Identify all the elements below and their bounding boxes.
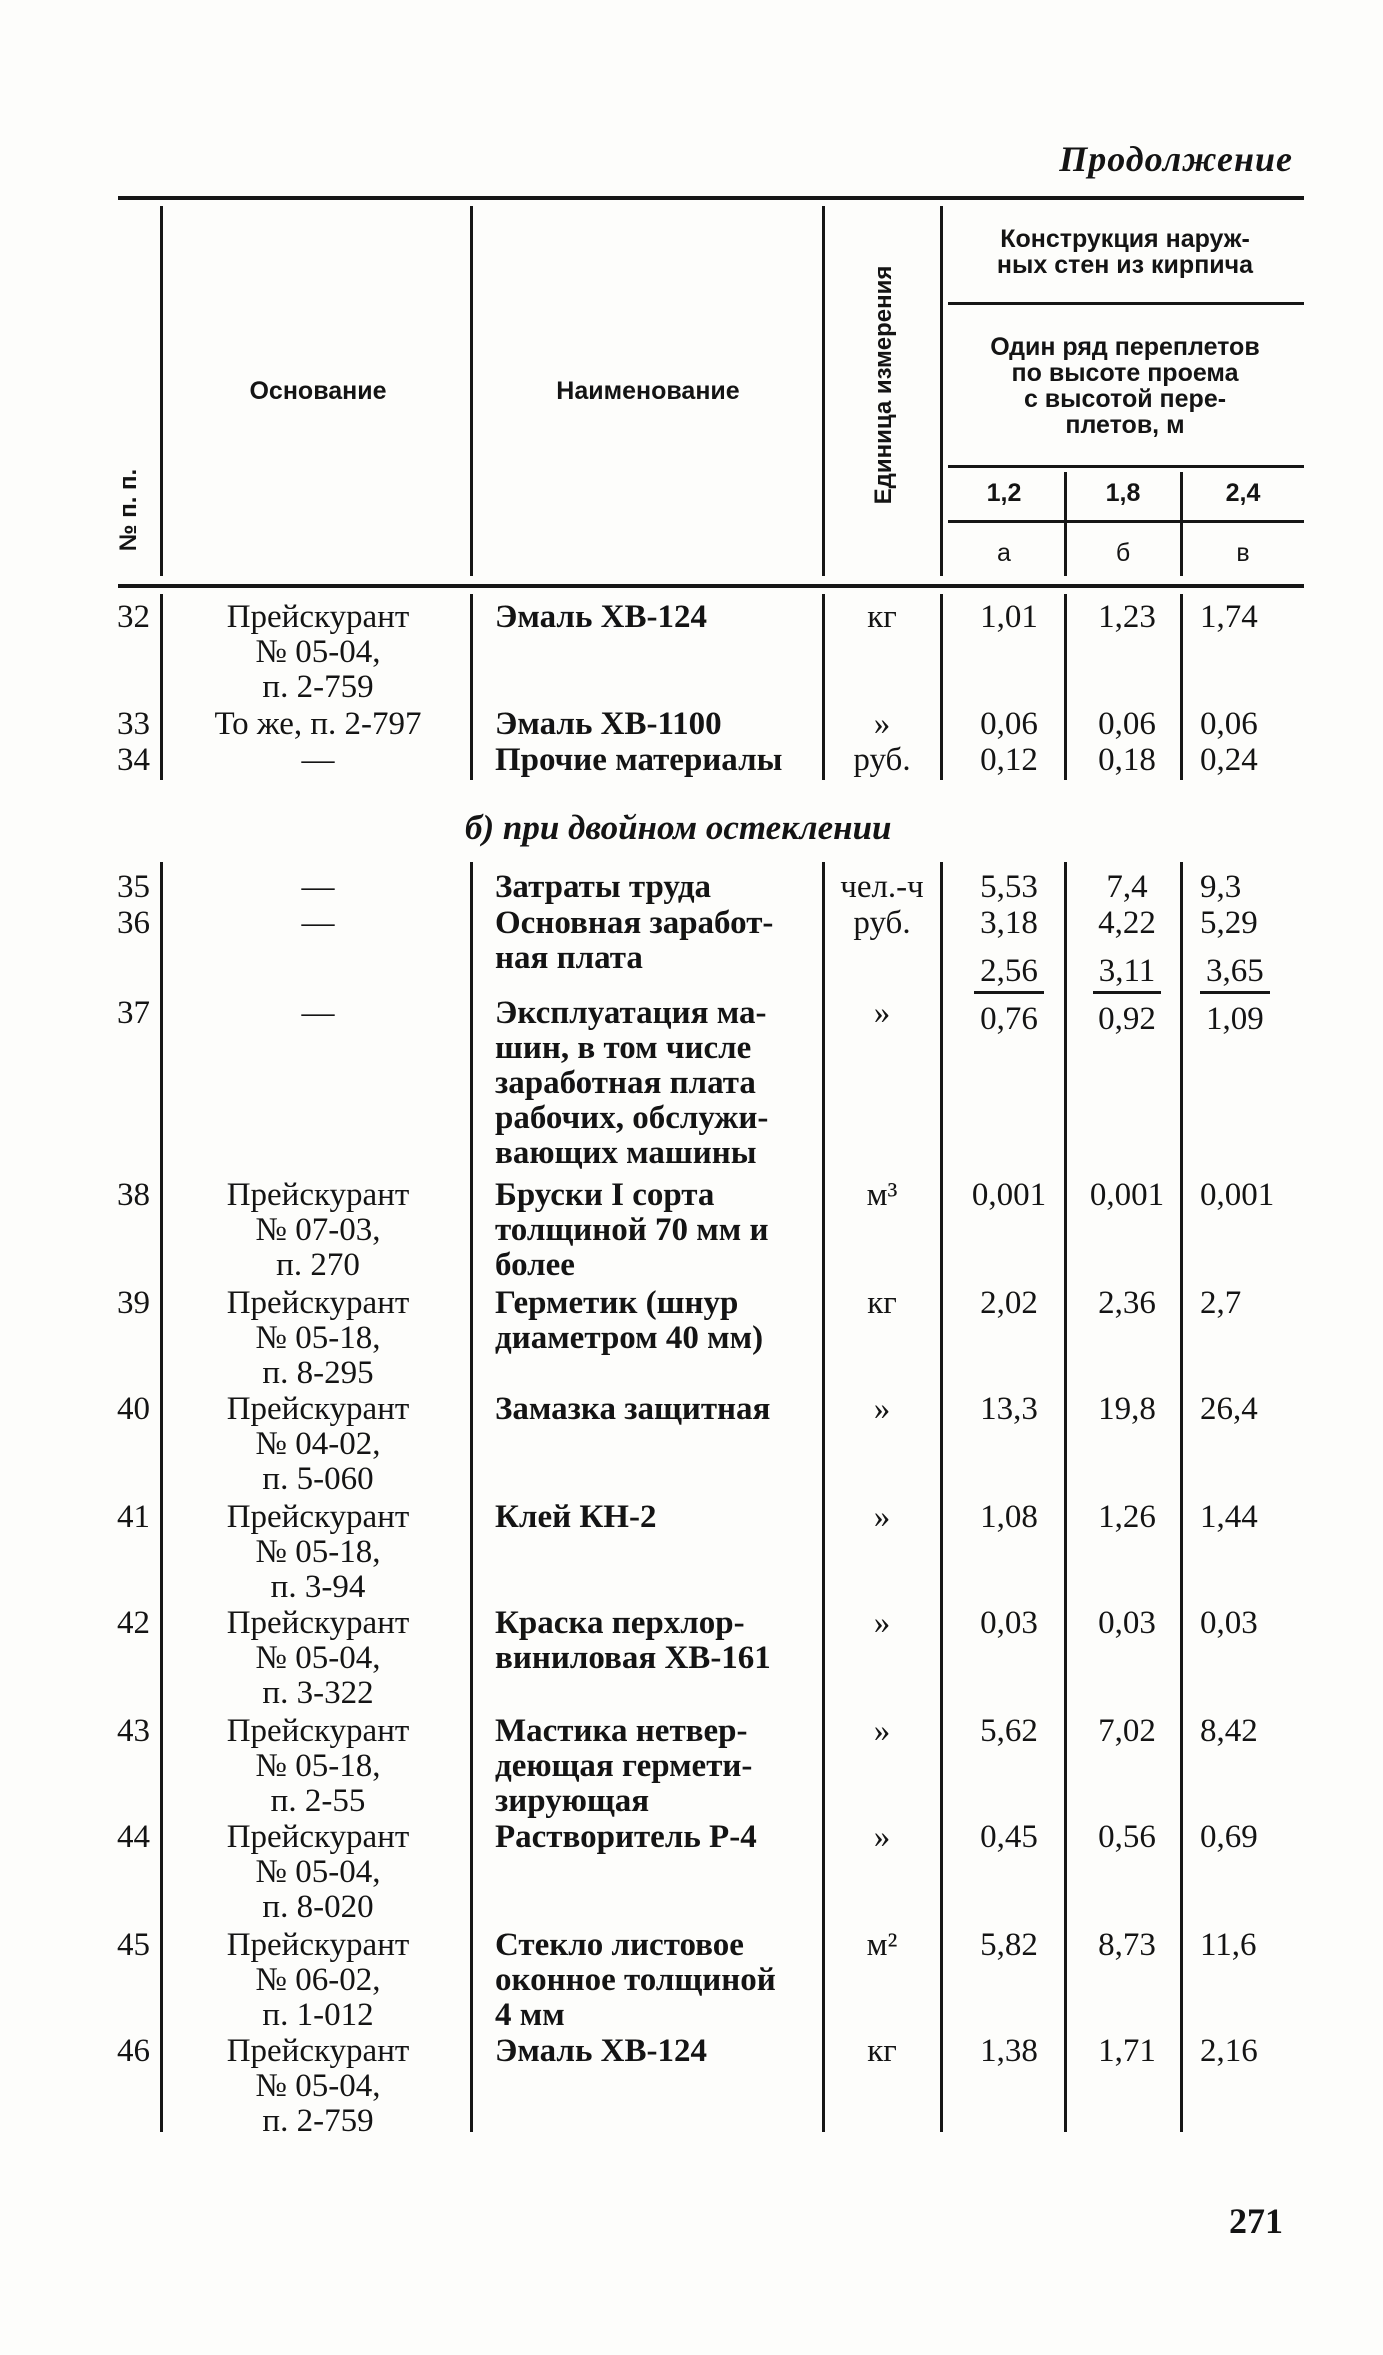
- row-basis: —: [301, 905, 335, 941]
- continuation-label: Продолжение: [1059, 139, 1293, 179]
- row-name: Стекло листовое оконное толщиной 4 мм: [495, 1927, 776, 2033]
- row-value-a: 5,53: [980, 869, 1038, 905]
- col-rule-1: [160, 206, 163, 576]
- row-unit: м³: [866, 1177, 898, 1213]
- header-construction: Конструкция наруж- ных стен из кирпича: [996, 225, 1254, 279]
- page-number: 271: [1229, 2201, 1283, 2241]
- header-num: № п. п.: [115, 468, 142, 552]
- row-value-v: 11,6: [1200, 1927, 1257, 1963]
- row-unit: м²: [866, 1927, 898, 1963]
- row-value-b: 1,23: [1098, 599, 1156, 635]
- row-unit: кг: [867, 599, 897, 635]
- row-value-b: 0,18: [1098, 742, 1156, 778]
- row-value-b-fraction: [1071, 954, 1183, 1037]
- col-rule-body2-2: [470, 862, 473, 2132]
- col-rule-body-4: [940, 594, 943, 780]
- col-rule-body2-1: [160, 862, 163, 2132]
- row-number: 33: [117, 706, 150, 742]
- row-unit: »: [873, 1819, 891, 1855]
- row-basis: То же, п. 2-797: [214, 706, 422, 742]
- row-number: 42: [117, 1605, 150, 1641]
- row-name: Эмаль ХВ-124: [495, 599, 707, 635]
- row-unit: руб.: [853, 742, 911, 778]
- row-value-v-wage: 1,09: [1206, 1001, 1264, 1037]
- col-rule-4: [940, 206, 943, 576]
- row-value-v: 26,4: [1200, 1391, 1258, 1427]
- row-value-b: 8,73: [1098, 1927, 1156, 1963]
- col-rule-body2-4: [940, 862, 943, 2132]
- col-rule-3: [822, 206, 825, 576]
- row-value-b: 0,06: [1098, 706, 1156, 742]
- row-basis: Прейскурант № 05-18, п. 2-55: [226, 1713, 410, 1819]
- row-unit: кг: [867, 1285, 897, 1321]
- row-name: Клей КН-2: [495, 1499, 657, 1535]
- row-basis: Прейскурант № 05-18, п. 8-295: [226, 1285, 410, 1391]
- col-rule-2: [470, 206, 473, 576]
- header-letter-v: в: [1236, 539, 1250, 567]
- row-value-a: 0,12: [980, 742, 1038, 778]
- row-basis: Прейскурант № 05-04, п. 8-020: [226, 1819, 410, 1925]
- row-basis: —: [301, 742, 335, 778]
- row-value-a: 0,001: [971, 1177, 1047, 1213]
- row-number: 34: [117, 742, 150, 778]
- row-value-b: 0,56: [1098, 1819, 1156, 1855]
- row-value-v: 8,42: [1200, 1713, 1258, 1749]
- header-rule-construction: [948, 302, 1304, 305]
- row-basis: Прейскурант № 07-03, п. 270: [226, 1177, 410, 1283]
- row-value-a: 1,38: [980, 2033, 1038, 2069]
- row-name: Краска перхлор- виниловая ХВ-161: [495, 1605, 771, 1676]
- row-name: Прочие материалы: [495, 742, 783, 778]
- row-value-b: 1,71: [1098, 2033, 1156, 2069]
- row-value-b: 0,001: [1089, 1177, 1165, 1213]
- row-value-a: 3,18: [980, 905, 1038, 941]
- row-number: 45: [117, 1927, 150, 1963]
- row-basis: Прейскурант № 05-04, п. 2-759: [226, 2033, 410, 2139]
- row-value-b: 19,8: [1098, 1391, 1156, 1427]
- row-name: Затраты труда: [495, 869, 712, 905]
- row-value-a: 1,08: [980, 1499, 1038, 1535]
- row-unit: кг: [867, 2033, 897, 2069]
- row-name: Растворитель Р-4: [495, 1819, 757, 1855]
- row-value-v: 0,24: [1200, 742, 1258, 778]
- row-value-b: 4,22: [1098, 905, 1156, 941]
- row-number: 46: [117, 2033, 150, 2069]
- row-unit: чел.-ч: [840, 869, 924, 905]
- row-name: Эмаль ХВ-1100: [495, 706, 722, 742]
- row-basis: Прейскурант № 05-04, п. 3-322: [226, 1605, 410, 1711]
- row-name: Замазка защитная: [495, 1391, 771, 1427]
- row-value-a: 2,02: [980, 1285, 1038, 1321]
- row-unit: »: [873, 1391, 891, 1427]
- row-value-b: 7,4: [1106, 869, 1148, 905]
- header-unit: Единица измерения: [870, 265, 897, 505]
- row-number: 38: [117, 1177, 150, 1213]
- row-name: Герметик (шнур диаметром 40 мм): [495, 1285, 764, 1356]
- row-value-a-fraction: [953, 954, 1065, 1037]
- header-one-row: Один ряд переплетов по высоте проема с высотой пере- плетов, м: [990, 333, 1260, 439]
- row-value-a: 0,06: [980, 706, 1038, 742]
- row-unit: »: [873, 706, 891, 742]
- row-unit: »: [873, 1713, 891, 1749]
- row-value-v: 0,03: [1200, 1605, 1258, 1641]
- row-number: 39: [117, 1285, 150, 1321]
- row-value-b: 0,03: [1098, 1605, 1156, 1641]
- header-basis: Основание: [249, 377, 387, 405]
- row-value-v: 2,7: [1200, 1285, 1242, 1321]
- row-value-b: 7,02: [1098, 1713, 1156, 1749]
- row-value-a: 5,82: [980, 1927, 1038, 1963]
- row-value-a-total: 2,56: [974, 954, 1044, 994]
- row-basis: —: [301, 869, 335, 905]
- row-number: 32: [117, 599, 150, 635]
- header-rule-one-row: [948, 465, 1304, 468]
- row-value-v-total: 3,65: [1200, 954, 1270, 994]
- row-name: Основная заработ- ная плата: [495, 905, 774, 976]
- row-value-v-fraction: [1190, 954, 1302, 1037]
- col-rule-body-2: [470, 594, 473, 780]
- section-subtitle: б) при двойном остеклении: [465, 808, 892, 847]
- col-rule-body2-3: [822, 862, 825, 2132]
- row-value-a: 0,03: [980, 1605, 1038, 1641]
- row-value-b-total: 3,11: [1093, 954, 1162, 994]
- row-value-v: 0,06: [1200, 706, 1258, 742]
- row-value-b: 1,26: [1098, 1499, 1156, 1535]
- row-unit: »: [873, 1499, 891, 1535]
- row-number: 40: [117, 1391, 150, 1427]
- row-number: 37: [117, 995, 150, 1031]
- row-value-v: 1,74: [1200, 599, 1258, 635]
- row-name: Мастика нетвер- деющая гермети- зирующая: [495, 1713, 753, 1819]
- row-value-a: 5,62: [980, 1713, 1038, 1749]
- row-number: 35: [117, 869, 150, 905]
- header-letter-a: а: [997, 539, 1011, 567]
- row-value-v: 5,29: [1200, 905, 1258, 941]
- row-value-v: 0,69: [1200, 1819, 1258, 1855]
- row-basis: Прейскурант № 04-02, п. 5-060: [226, 1391, 410, 1497]
- col-rule-body-1: [160, 594, 163, 780]
- row-basis: Прейскурант № 06-02, п. 1-012: [226, 1927, 410, 2033]
- row-value-v: 2,16: [1200, 2033, 1258, 2069]
- row-name: Бруски I сорта толщиной 70 мм и более: [495, 1177, 769, 1283]
- row-number: 44: [117, 1819, 150, 1855]
- row-basis: Прейскурант № 05-04, п. 2-759: [226, 599, 410, 705]
- header-name: Наименование: [556, 377, 740, 405]
- row-unit: »: [873, 995, 891, 1031]
- row-value-v: 0,001: [1200, 1177, 1275, 1213]
- row-value-b-wage: 0,92: [1098, 1001, 1156, 1037]
- row-value-a: 13,3: [980, 1391, 1038, 1427]
- row-value-b: 2,36: [1098, 1285, 1156, 1321]
- header-height-3: 2,4: [1225, 479, 1261, 507]
- row-unit: »: [873, 1605, 891, 1641]
- row-value-a: 1,01: [980, 599, 1038, 635]
- row-number: 36: [117, 905, 150, 941]
- row-number: 43: [117, 1713, 150, 1749]
- header-height-1: 1,2: [986, 479, 1022, 507]
- table-top-rule: [118, 196, 1304, 200]
- row-value-a-wage: 0,76: [980, 1001, 1038, 1037]
- header-height-2: 1,8: [1105, 479, 1141, 507]
- header-bottom-rule: [118, 584, 1304, 588]
- row-name: Эмаль ХВ-124: [495, 2033, 707, 2069]
- row-basis: —: [301, 995, 335, 1031]
- row-name: Эксплуатация ма- шин, в том числе заработная плата рабочих, обслужи- вающих машины: [495, 995, 769, 1171]
- header-letter-b: б: [1115, 539, 1131, 567]
- row-value-v: 1,44: [1200, 1499, 1258, 1535]
- header-rule-heights: [948, 520, 1304, 523]
- col-rule-body-3: [822, 594, 825, 780]
- row-value-a: 0,45: [980, 1819, 1038, 1855]
- row-number: 41: [117, 1499, 150, 1535]
- row-value-v: 9,3: [1200, 869, 1242, 905]
- row-basis: Прейскурант № 05-18, п. 3-94: [226, 1499, 410, 1605]
- row-unit: руб.: [853, 905, 911, 941]
